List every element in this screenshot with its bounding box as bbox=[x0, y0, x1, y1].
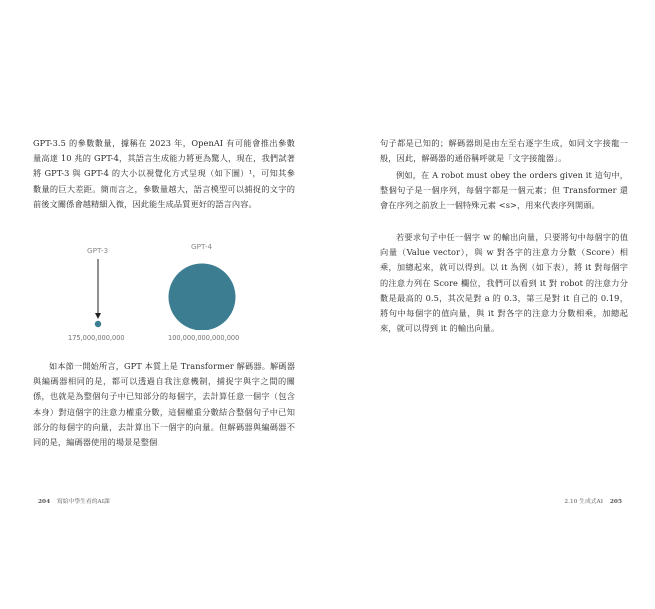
left-page-number: 204 bbox=[38, 499, 51, 505]
right-folio bbox=[564, 496, 627, 505]
left-paragraph-2: 如本節一開始所言，GPT 本質上是 Transformer 解碼器。解碼器與編碼器相同的是，都可以透過自我注意機制，捕捉字與字之間的關係，也就是為整個句子中已知部分的每個字，去計算任意一個字（包含本身）對這個字的注意力權重分數，這個權重分數結合整個句子中已知部分的每個字的向量，去計算出下一個字的向量。但解碼器與編碼器不同的是，編碼器使用的場景是整個 bbox=[33, 361, 295, 448]
left-folio bbox=[33, 496, 110, 505]
right-page-number: 205 bbox=[609, 499, 622, 505]
right-running-title: 2.10 生成式AI bbox=[564, 499, 604, 505]
gpt3-label: GPT-3 bbox=[87, 246, 109, 255]
left-paragraph-1: GPT-3.5 的參數數量，據稱在 2023 年，OpenAI 有可能會推出參數量高達 10 兆的 GPT-4，其語言生成能力將更為驚人，現在，我們試著將 GPT-3 與 GPT-4 的大小以視覺化方式呈現（如下圖）¹，可知其參數量的巨大差距。簡而言之，參數量越大，語言模型可以捕捉的文字的前後文關係會越精細入微，因此能生成品質更好的語言內容。 bbox=[33, 138, 295, 209]
gpt4-params: 100,000,000,000,000 bbox=[168, 334, 240, 342]
left-running-title: 寫給中學生看的AI課 bbox=[56, 499, 110, 505]
figure-graphics bbox=[60, 238, 300, 330]
gpt4-circle bbox=[169, 264, 236, 331]
right-paragraph-1: 句子都是已知的；解碼器則是由左至右逐字生成，如同文字接龍一般，因此，解碼器的通俗稱呼就是「文字接龍器」。 bbox=[380, 138, 628, 164]
right-paragraph-3: 若要求句子中任一個字 w 的輸出向量，只要將句中每個字的值向量（Value vector），與 w 對各字的注意力分數（Score）相乘，加總起來，就可以得到。以 it 為例（如下表），將 it 對每個字的注意力列在 Score 欄位，我們可以看到 it 對 robot 的注意力分數是最高的 0.5，其次是對 a 的 0.3，第三是對 it 自己的 0.19，將句中每個字的值向量，與 it 對各字的注意力分數相乘，加總起來，就可以得到 it 的輸出向量。 bbox=[380, 232, 628, 334]
right-paragraph-2: 例如，在 A robot must obey the orders given it 這句中，整個句子是一個序列，每個字都是一個元素；但 Transformer 還會在序列之前放上一個特殊元素 <s>，用來代表序列開頭。 bbox=[380, 170, 628, 211]
gpt4-label: GPT-4 bbox=[191, 242, 213, 251]
right-page bbox=[328, 0, 655, 609]
gpt3-params: 175,000,000,000 bbox=[68, 334, 125, 342]
gpt-size-comparison-figure bbox=[60, 238, 300, 348]
gpt3-circle bbox=[95, 321, 101, 327]
left-page bbox=[0, 0, 327, 609]
